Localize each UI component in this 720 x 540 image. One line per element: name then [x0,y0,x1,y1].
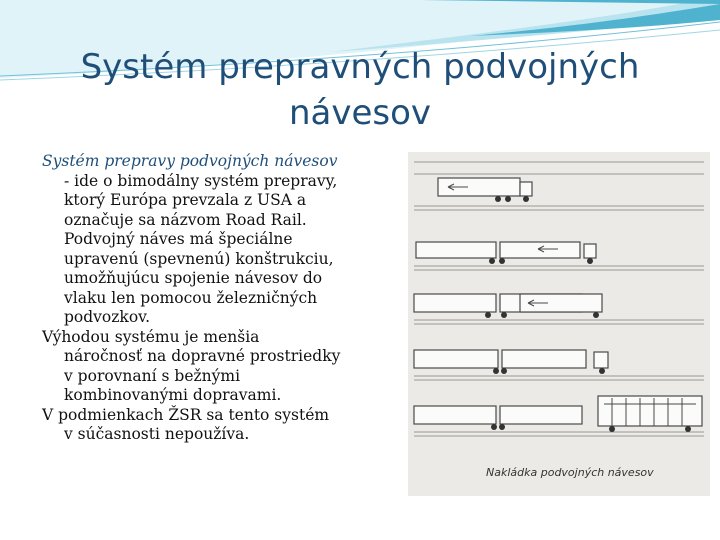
slide-body [42,152,342,445]
paragraph-lead: Systém prepravy podvojných návesov [42,152,338,170]
loading-illustration [408,152,710,496]
paragraph-text: - ide o bimodálny systém prepravy, ktorý Európa prevzala z USA a označuje sa názvom Road Rail. Podvojný náves má špeciálne upravenú (spevnenú) konštrukciu, umožňujúcu spojenie návesov do vlaku len pomocou železničných podvozkov. [64,171,338,326]
figure-caption: Nakládka podvojných návesov [486,466,654,479]
paragraph-advantage: Výhodou systému je menšia náročnosť na dopravné prostriedky v porovnaní s bežnými kombinovanými dopravami. [42,327,341,404]
slide-title: Systém prepravných podvojných návesov [80,47,640,133]
paragraph-zsr: V podmienkach ŽSR sa tento systém v súčasnosti nepoužíva. [42,405,330,443]
road-rail-loading-diagram [408,152,710,496]
paragraph-road-rail [42,152,342,328]
